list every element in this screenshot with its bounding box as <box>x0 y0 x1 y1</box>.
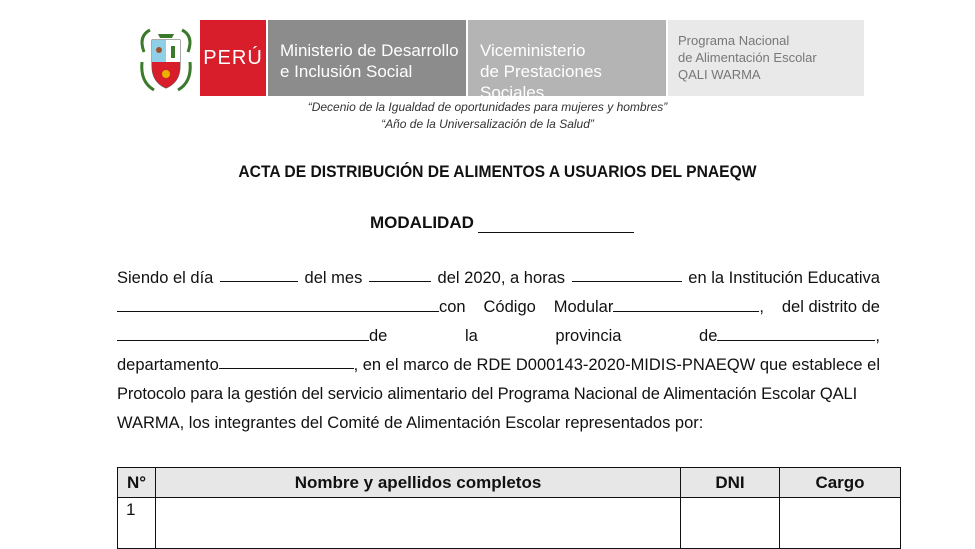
name-cell[interactable] <box>156 498 681 549</box>
motto-line-2: “Año de la Universalización de la Salud” <box>381 117 594 131</box>
modalidad-blank[interactable] <box>478 215 634 233</box>
text-segment: Siendo el día <box>117 269 214 287</box>
province-blank[interactable] <box>717 323 875 341</box>
month-blank[interactable] <box>369 264 431 282</box>
program-block <box>668 20 864 96</box>
cargo-cell[interactable] <box>780 498 901 549</box>
coat-of-arms-icon <box>136 22 196 96</box>
text-segment: la <box>464 327 478 345</box>
text-segment: en la Institución Educativa <box>688 269 880 287</box>
column-header-name: Nombre y apellidos completos <box>156 468 681 498</box>
dni-cell[interactable] <box>681 498 780 549</box>
table-row <box>118 498 901 549</box>
text-segment: Código <box>483 298 536 316</box>
program-line-3: QALI WARMA <box>678 67 761 82</box>
text-segment: del distrito de <box>781 298 880 316</box>
column-header-cargo: Cargo <box>780 468 901 498</box>
district-blank[interactable] <box>117 323 369 341</box>
ministry-line-1: Ministerio de Desarrollo <box>280 41 459 60</box>
table-header-row <box>118 468 901 498</box>
text-segment: , en el marco de RDE D000143-2020-MIDIS-PNAEQW que establece el <box>353 356 880 374</box>
program-line-2: de Alimentación Escolar <box>678 50 817 65</box>
institution-blank[interactable] <box>117 294 439 312</box>
text-segment: con <box>439 298 466 316</box>
motto-line-1: “Decenio de la Igualdad de oportunidades para mujeres y hombres” <box>307 100 668 114</box>
body-line-6: WARMA, los integrantes del Comité de Alimentación Escolar representados por: <box>117 414 704 432</box>
text-segment: del mes <box>304 269 363 287</box>
document-body <box>117 264 880 438</box>
body-line-3 <box>117 322 880 351</box>
vice-line-1: Viceministerio <box>480 41 586 60</box>
vice-line-2: de Prestaciones Sociales <box>480 62 602 102</box>
modalidad-label: MODALIDAD <box>370 213 474 232</box>
body-line-2 <box>117 293 880 322</box>
column-header-number: N° <box>118 468 156 498</box>
department-blank[interactable] <box>219 351 354 369</box>
vice-ministry-block <box>468 20 666 102</box>
body-line-4 <box>117 351 880 380</box>
official-motto <box>0 99 975 133</box>
modalidad-heading <box>370 213 634 233</box>
committee-table <box>117 467 901 549</box>
day-blank[interactable] <box>220 264 298 282</box>
text-segment: de <box>369 327 388 345</box>
text-segment: Modular <box>553 298 614 316</box>
text-segment: provincia <box>555 327 622 345</box>
ministry-line-2: e Inclusión Social <box>280 62 413 81</box>
document-title: ACTA DE DISTRIBUCIÓN DE ALIMENTOS A USUARIOS DEL PNAEQW <box>238 162 757 181</box>
text-segment: , <box>759 298 764 316</box>
body-line-1 <box>117 264 880 293</box>
peru-brand: PERÚ <box>200 20 266 96</box>
modular-code-blank[interactable] <box>613 294 759 312</box>
text-segment: del 2020, a horas <box>437 269 566 287</box>
institutional-header <box>130 18 870 102</box>
text-segment: departamento <box>117 356 219 374</box>
program-line-1: Programa Nacional <box>678 33 790 48</box>
ministry-block <box>268 20 466 96</box>
text-segment: , <box>875 327 880 345</box>
body-line-5: Protocolo para la gestión del servicio alimentario del Programa Nacional de Alimentación Escolar QALI <box>117 385 858 403</box>
hour-blank[interactable] <box>572 264 682 282</box>
text-segment: de <box>699 327 718 345</box>
row-number-cell: 1 <box>118 498 156 549</box>
column-header-dni: DNI <box>681 468 780 498</box>
